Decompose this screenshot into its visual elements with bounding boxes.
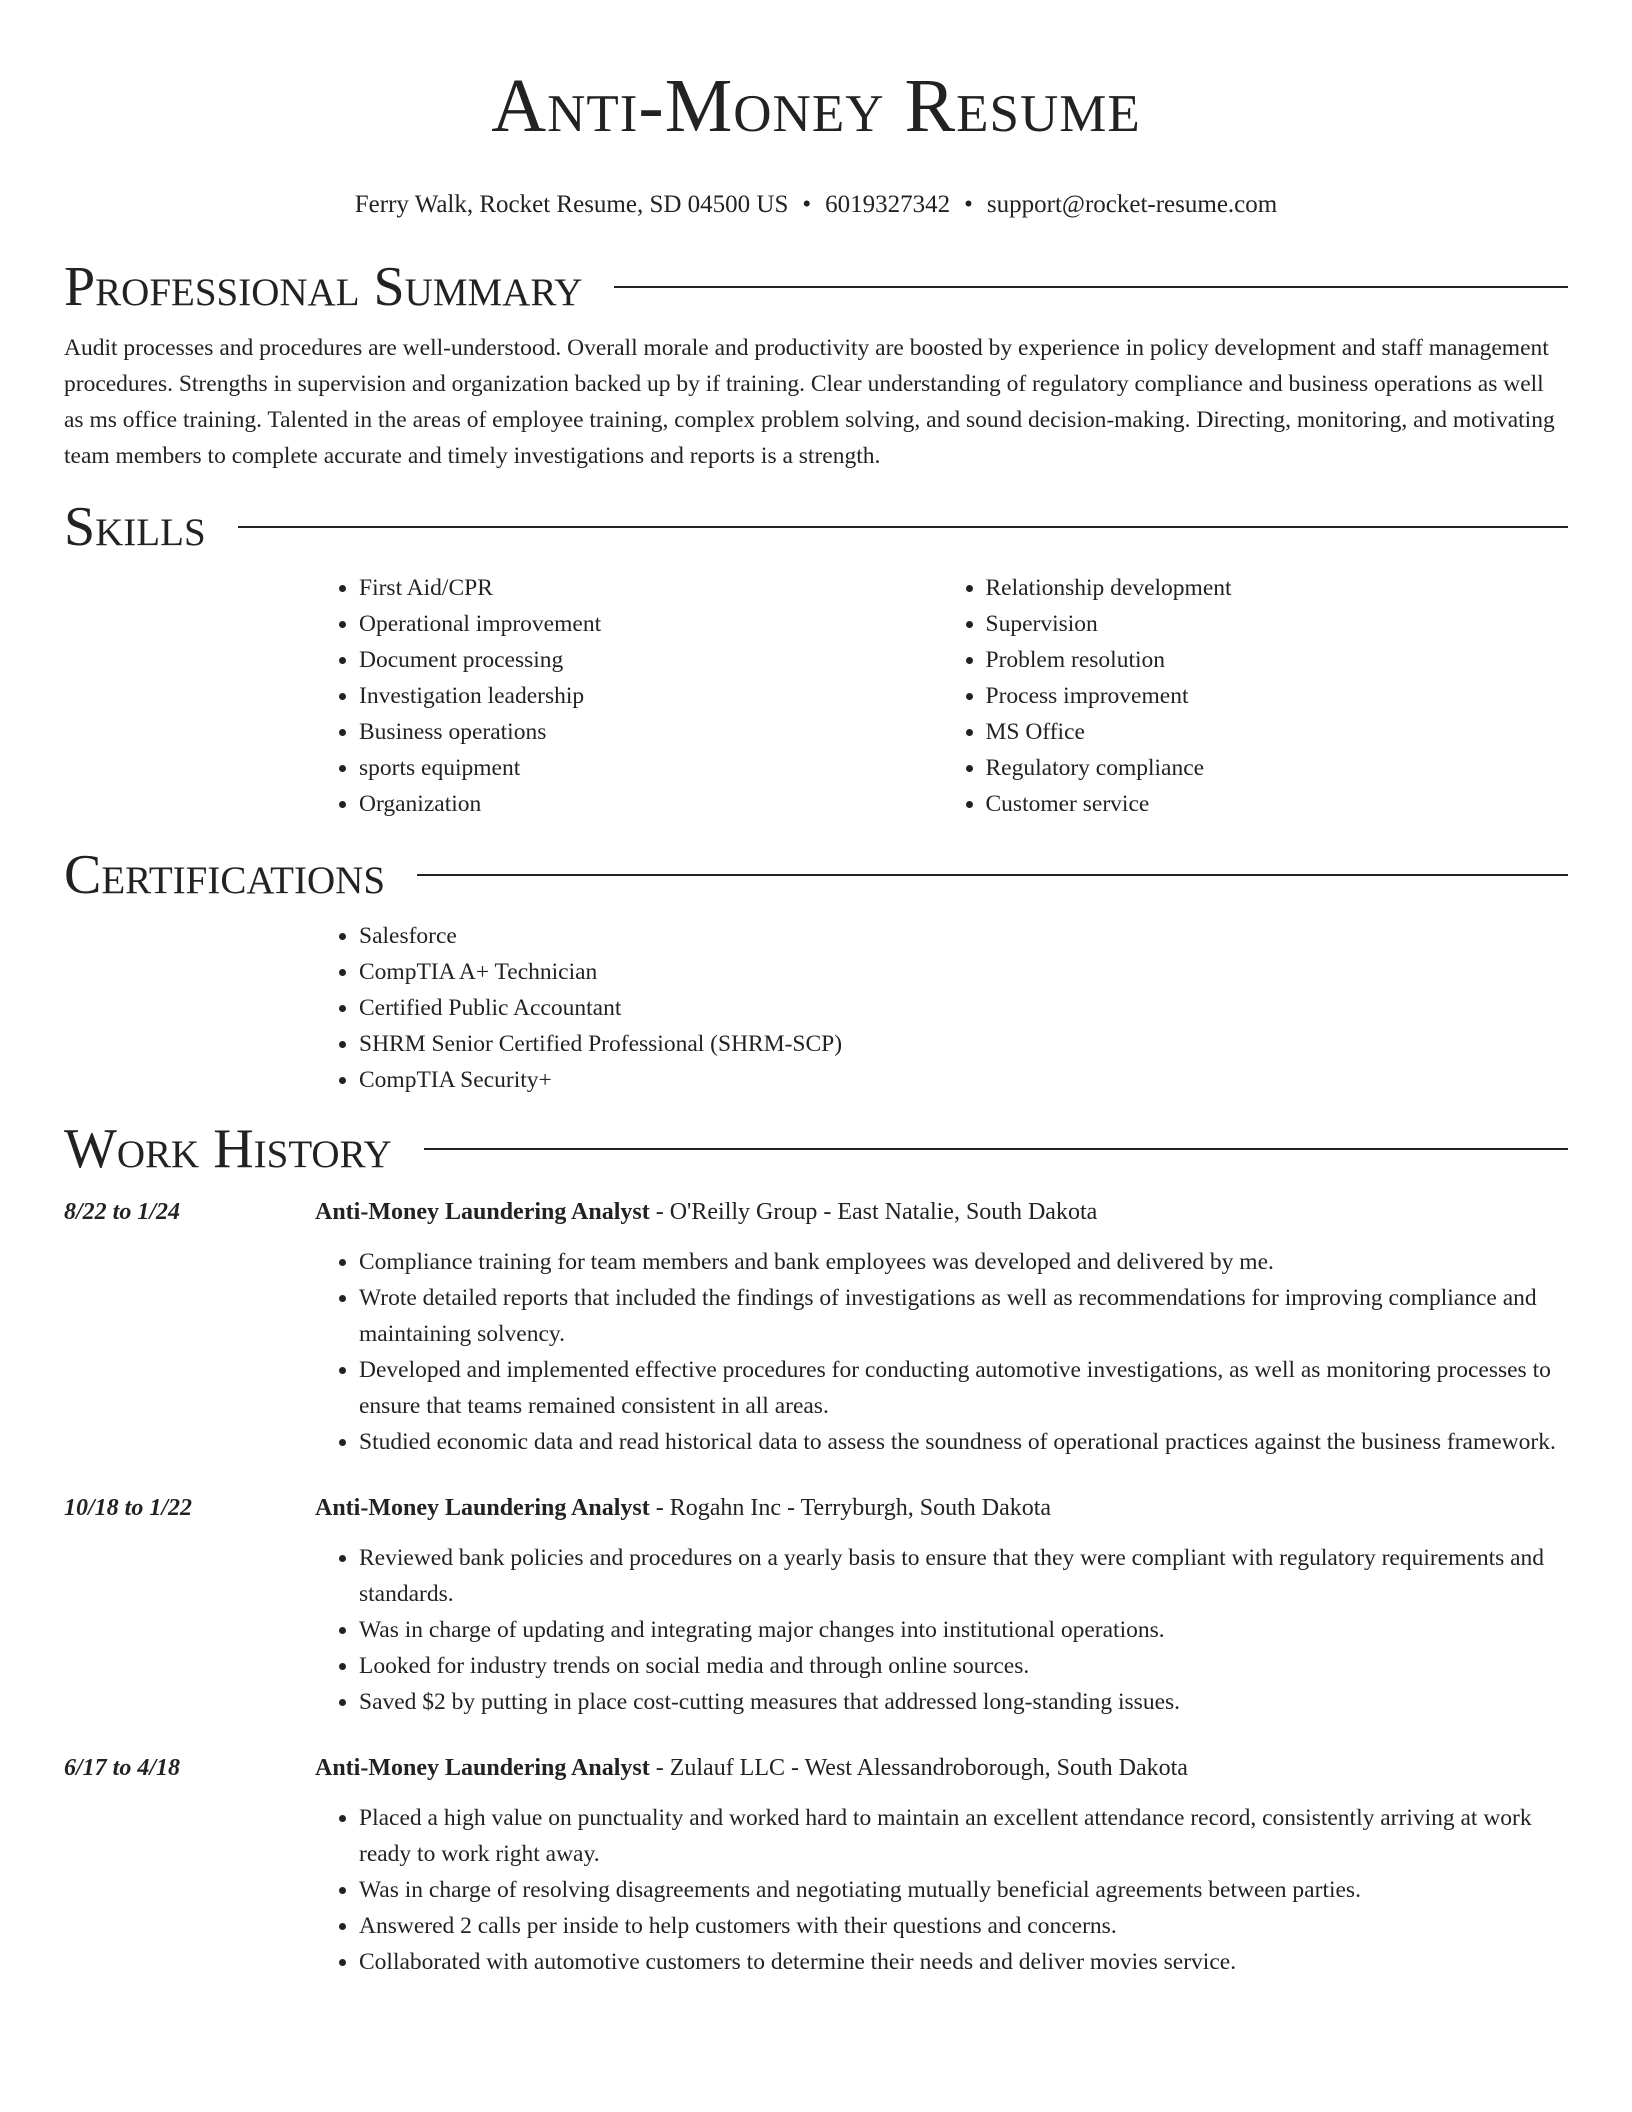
section-divider <box>417 874 1568 876</box>
section-header-certifications <box>64 842 1568 908</box>
certification-item: • Salesforce <box>359 918 1568 954</box>
job-employer: - Zulauf LLC - West Alessandroborough, South Dakota <box>649 1755 1188 1781</box>
section-divider <box>238 526 1568 528</box>
job-bullet: • Collaborated with automotive customers to determine their needs and deliver movies service. <box>359 1944 1568 1980</box>
contact-separator: • <box>964 191 973 218</box>
certification-item: • SHRM Senior Certified Professional (SHRM-SCP) <box>359 1026 1568 1062</box>
job-title: Anti-Money Laundering Analyst <box>315 1755 650 1781</box>
job-bullet: • Studied economic data and read historical data to assess the soundness of operational practices against the business framework. <box>359 1424 1568 1460</box>
skills-list-left <box>315 570 942 822</box>
skill-item: • Relationship development <box>986 570 1569 606</box>
job-heading <box>315 1490 1568 1526</box>
skill-item: • Supervision <box>986 606 1569 642</box>
job-heading <box>315 1750 1568 1786</box>
contact-address: Ferry Walk, Rocket Resume, SD 04500 US <box>354 191 789 218</box>
skill-item: • Process improvement <box>986 678 1569 714</box>
certification-item: • Certified Public Accountant <box>359 990 1568 1026</box>
job-bullets <box>315 1800 1568 1980</box>
job-bullet: • Compliance training for team members and bank employees was developed and delivered by me. <box>359 1244 1568 1280</box>
job-dates: 6/17 to 4/18 <box>64 1755 181 1781</box>
skill-item: • Problem resolution <box>986 642 1569 678</box>
job-bullet: • Was in charge of resolving disagreements and negotiating mutually beneficial agreements between parties. <box>359 1872 1568 1908</box>
job-details <box>315 1490 1568 1720</box>
skills-list-right <box>942 570 1569 822</box>
job-bullet: • Wrote detailed reports that included the findings of investigations as well as recommendations for improving compliance and maintaining solvency. <box>359 1280 1568 1352</box>
job-bullet: • Developed and implemented effective procedures for conducting automotive investigations, as well as monitoring processes to ensure that teams remained consistent in all areas. <box>359 1352 1568 1424</box>
skill-item: • Business operations <box>359 714 942 750</box>
job-heading <box>315 1194 1568 1230</box>
skills-columns <box>315 570 1568 822</box>
section-header-skills <box>64 494 1568 560</box>
contact-separator: • <box>802 191 812 218</box>
section-header-work-history <box>64 1116 1568 1182</box>
job-dates: 8/22 to 1/24 <box>64 1199 181 1225</box>
job-dates: 10/18 to 1/22 <box>64 1495 193 1521</box>
section-divider <box>614 286 1568 288</box>
contact-phone: 6019327342 <box>825 191 951 218</box>
skill-item: • Organization <box>359 786 942 822</box>
section-title-certifications: Certifications <box>64 844 386 906</box>
job-employer: - O'Reilly Group - East Natalie, South Dakota <box>649 1199 1098 1225</box>
skill-item: • Operational improvement <box>359 606 942 642</box>
skill-item: • MS Office <box>986 714 1569 750</box>
skill-item: • Regulatory compliance <box>986 750 1569 786</box>
certification-item: • CompTIA Security+ <box>359 1062 1568 1098</box>
summary-text: Audit processes and procedures are well-understood. Overall morale and productivity are boosted by experience in policy development and staff management procedures. Strengths in supervision and organization backed up by if training. Clear understanding of regulatory compliance and business operations as well as ms office training. Talented in the areas of employee training, complex problem solving, and sound decision-making. Directing, monitoring, and motivating team members to complete accurate and timely investigations and reports is a strength. <box>64 335 1555 469</box>
job-bullet: • Looked for industry trends on social media and through online sources. <box>359 1648 1568 1684</box>
skill-item: • Document processing <box>359 642 942 678</box>
skill-item: • sports equipment <box>359 750 942 786</box>
job-details <box>315 1750 1568 1980</box>
certification-item: • CompTIA A+ Technician <box>359 954 1568 990</box>
job-entry <box>64 1490 1568 1720</box>
section-title-skills: Skills <box>64 496 206 558</box>
job-title: Anti-Money Laundering Analyst <box>315 1495 650 1521</box>
job-bullet: • Placed a high value on punctuality and worked hard to maintain an excellent attendance record, consistently arriving at work ready to work right away. <box>359 1800 1568 1872</box>
job-bullet: • Was in charge of updating and integrating major changes into institutional operations. <box>359 1612 1568 1648</box>
job-bullets <box>315 1244 1568 1460</box>
job-details <box>315 1194 1568 1460</box>
job-bullet: • Answered 2 calls per inside to help customers with their questions and concerns. <box>359 1908 1568 1944</box>
skill-item: • First Aid/CPR <box>359 570 942 606</box>
certifications-list <box>315 918 1568 1098</box>
section-title-summary: Professional Summary <box>64 256 583 318</box>
job-entry <box>64 1750 1568 1980</box>
job-employer: - Rogahn Inc - Terryburgh, South Dakota <box>649 1495 1052 1521</box>
job-entry <box>64 1194 1568 1460</box>
skill-item: • Customer service <box>986 786 1569 822</box>
skill-item: • Investigation leadership <box>359 678 942 714</box>
section-header-summary <box>64 254 1568 320</box>
job-title: Anti-Money Laundering Analyst <box>315 1199 650 1225</box>
contact-email: support@rocket-resume.com <box>986 191 1278 218</box>
contact-line <box>64 190 1568 220</box>
job-bullet: • Reviewed bank policies and procedures on a yearly basis to ensure that they were compliant with regulatory requirements and standards. <box>359 1540 1568 1612</box>
section-divider <box>424 1148 1568 1150</box>
section-title-work-history: Work History <box>64 1118 392 1180</box>
resume-page <box>64 0 1568 1980</box>
job-bullets <box>315 1540 1568 1720</box>
job-bullet: • Saved $2 by putting in place cost-cutting measures that addressed long-standing issues. <box>359 1684 1568 1720</box>
resume-name: Anti-Money Resume <box>491 64 1141 148</box>
